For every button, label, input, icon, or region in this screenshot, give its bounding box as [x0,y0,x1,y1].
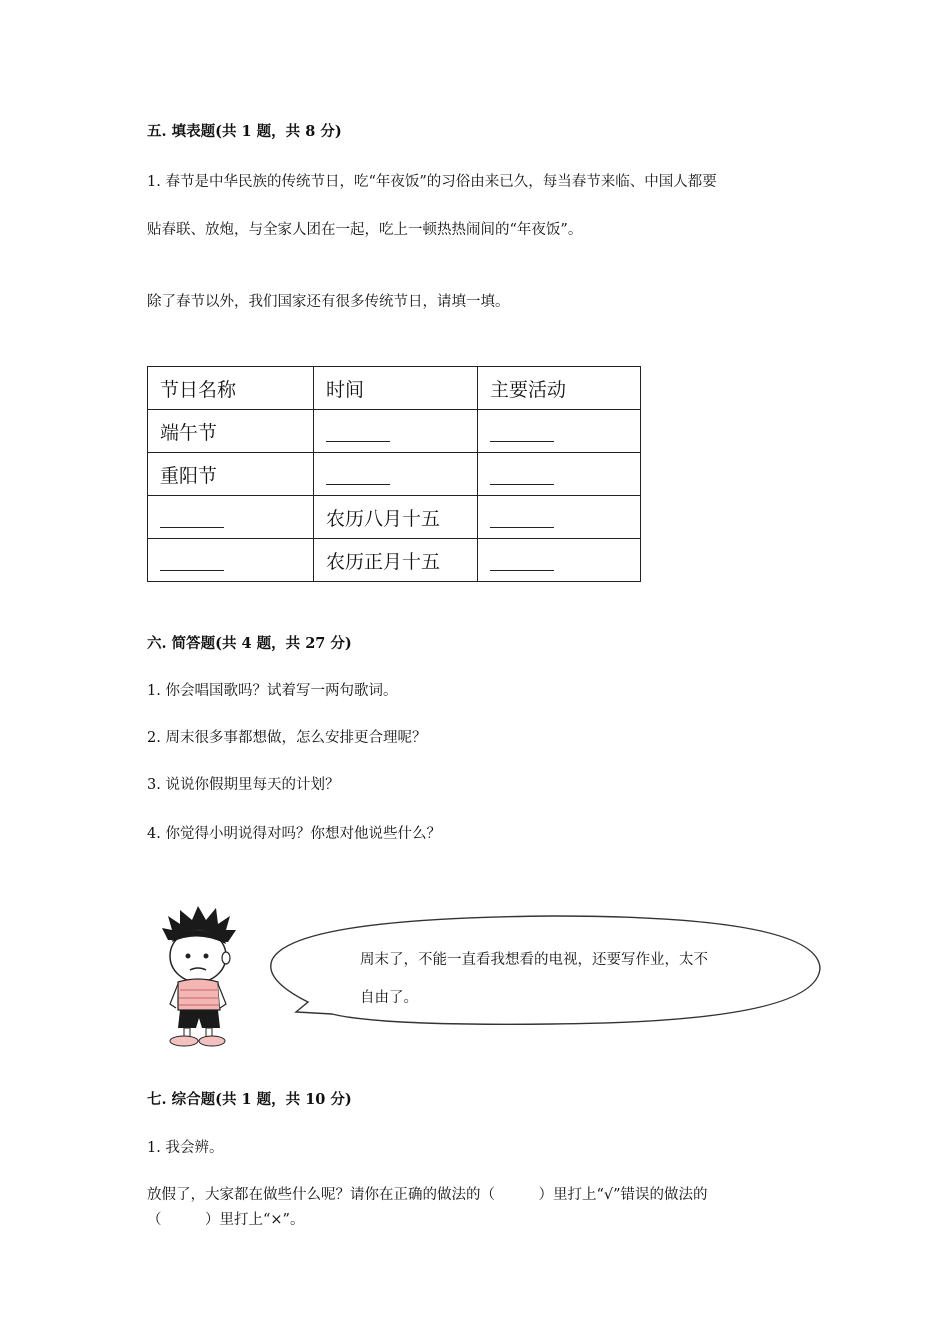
blank-cell[interactable] [478,539,641,582]
festival-table [147,366,641,582]
speech-text-cont: 自由了。 [360,990,418,1006]
fill-blank[interactable] [490,556,554,571]
fill-blank[interactable] [326,470,390,485]
blank-cell[interactable] [314,410,478,453]
header-cell: 主要活动 [478,367,641,410]
table-row [148,496,641,539]
question-item: 1. 你会唱国歌吗？试着写一两句歌词。 [147,683,398,699]
speech-bubble [262,910,827,1030]
fill-blank[interactable] [490,470,554,485]
blank-cell[interactable] [478,410,641,453]
blank-cell[interactable] [478,453,641,496]
question-item: 4. 你觉得小明说得对吗？你想对他说些什么？ [147,826,441,842]
question-text: 1. 我会辨。 [147,1140,224,1156]
table-header-row [148,367,641,410]
table-cell: 端午节 [148,410,314,453]
question-text: 放假了，大家都在做些什么呢？请你在正确的做法的（ ）里打上“√”错误的做法的 [147,1187,708,1203]
boy-illustration [150,900,250,1050]
instruction-text: 除了春节以外，我们国家还有很多传统节日，请填一填。 [147,294,510,310]
table-cell: 农历正月十五 [314,539,478,582]
fill-blank[interactable] [160,556,224,571]
question-item: 3. 说说你假期里每天的计划？ [147,777,340,793]
section6-heading: 六. 简答题(共 4 题，共 27 分) [147,635,352,652]
table-row [148,410,641,453]
blank-cell[interactable] [478,496,641,539]
section7-heading: 七. 综合题(共 1 题，共 10 分) [147,1091,352,1108]
fill-blank[interactable] [490,513,554,528]
question-text-cont: （ ）里打上“×”。 [147,1212,305,1228]
blank-cell[interactable] [148,539,314,582]
header-cell: 时间 [314,367,478,410]
section5-heading: 五. 填表题(共 1 题，共 8 分) [147,123,342,140]
blank-cell[interactable] [148,496,314,539]
speech-text: 周末了，不能一直看我想看的电视，还要写作业，太不 [360,952,708,968]
blank-cell[interactable] [314,453,478,496]
header-cell: 节日名称 [148,367,314,410]
table-cell: 重阳节 [148,453,314,496]
table-row [148,539,641,582]
table-cell: 农历八月十五 [314,496,478,539]
fill-blank[interactable] [160,513,224,528]
question-item: 2. 周末很多事都想做，怎么安排更合理呢？ [147,730,427,746]
question-text-cont: 贴春联、放炮，与全家人团在一起，吃上一顿热热闹间的“年夜饭”。 [147,222,583,238]
question-text: 1. 春节是中华民族的传统节日，吃“年夜饭”的习俗由来已久，每当春节来临、中国人都要 [147,174,717,190]
table-row [148,453,641,496]
fill-blank[interactable] [490,427,554,442]
fill-blank[interactable] [326,427,390,442]
